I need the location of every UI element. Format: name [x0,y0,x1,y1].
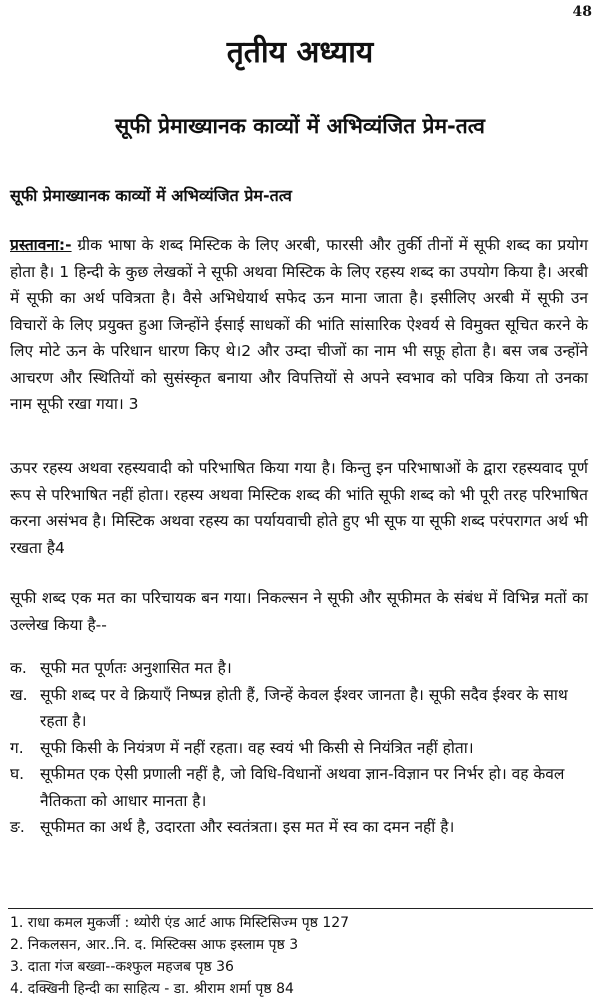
list-marker: ख. [10,685,28,704]
main-heading: सूफी प्रेमाख्यानक काव्यों में अभिव्यंजित प्रेम-तत्व [115,114,485,138]
introduction-text: ग्रीक भाषा के शब्द मिस्टिक के लिए अरबी, फारसी और तुर्की तीनों में सूफी शब्द का प्रयोग होता है। 1 हिन्दी के कुछ लेखकों ने सूफी अथवा मिस्टिक के लिए रहस्य शब्द का उपयोग किया है। अरबी में सूफी का अर्थ पवित्रता है। वैसे अभिधेयार्थ सफेद ऊन माना जाता है। इसीलिए अरबी में सूफी उन विचारों के लिए प्रयुक्त हुआ जिन्होंने ईसाई साधकों की भांति सांसारिक ऐश्वर्य से विमुक्त सूचित करने के लिए मोटे ऊन के परिधान धारण किए थे।2 और उम्दा चीजों का नाम भी सफ़ू होता है। बस जब उन्होंने आचरण और स्थितियों को सुसंस्कृत बनाया और विपत्तियों से अपने स्वभाव को पवित्र किया तो उनका नाम सूफी रखा गया। 3 [10,236,588,413]
list-marker: ग. [10,738,24,757]
paragraph-nicholson: सूफी शब्द एक मत का परिचायक बन गया। निकल्सन ने सूफी और सूफीमत के संबंध में विभिन्न मतों का उल्लेख किया है-- [10,589,588,634]
page-number: 48 [572,4,592,20]
footnote: 1. राधा कमल मुकर्जी : थ्योरी एंड आर्ट आफ मिस्टिसिज्म पृष्ठ 127 [10,915,350,931]
paragraph-definition: ऊपर रहस्य अथवा रहस्यवादी को परिभाषित किया गया है। किन्तु इन परिभाषाओं के द्वारा रहस्यवाद पूर्ण रूप से परिभाषित नहीं होता। रहस्य अथवा मिस्टिक शब्द की भांति सूफी शब्द को भी पूरी तरह परिभाषित करना असंभव है। मिस्टिक अथवा रहस्य का पर्यायवाची होते हुए भी सूफ या सूफी शब्द परंपरागत अर्थ भी रखता है4 [10,459,588,557]
list-item-text: सूफी शब्द पर वे क्रियाएँ निष्पन्न होती हैं, जिन्हें केवल ईश्वर जानता है। सूफी सदैव ईश्वर के साथ रहता है। [40,685,568,730]
footnote: 4. दक्खिनी हिन्दी का साहित्य - डा. श्रीराम शर्मा पृष्ठ 84 [10,981,294,997]
list-item-text: सूफी किसी के नियंत्रण में नहीं रहता। वह स्वयं भी किसी से नियंत्रित नहीं होता। [40,738,474,757]
list-item [10,655,588,682]
list-item-text: सूफी मत पूर्णतः अनुशासित मत है। [40,659,232,677]
chapter-title: तृतीय अध्याय [226,35,374,70]
paragraph-introduction [10,232,588,418]
list-item-text: सूफीमत एक ऐसी प्रणाली नहीं है, जो विधि-विधानों अथवा ज्ञान-विज्ञान पर निर्भर हो। वह केवल नैतिकता को आधार मानता है। [40,765,565,810]
list-marker: ङ. [10,818,25,836]
list-marker: क. [10,659,27,677]
list-item [10,761,588,814]
list-item-text: सूफीमत का अर्थ है, उदारता और स्वतंत्रता। इस मत में स्व का दमन नहीं है। [40,818,455,836]
sub-heading: सूफी प्रेमाख्यानक काव्यों में अभिव्यंजित प्रेम-तत्व [10,186,292,205]
list-item [10,814,588,841]
list-item [10,735,588,762]
footnotes [10,912,590,1000]
footnote: 2. निकलसन, आर..नि. द. मिस्टिक्स आफ इस्लाम पृष्ठ 3 [10,937,299,953]
opinion-list [10,655,588,841]
introduction-label: प्रस्तावना:- [10,236,72,254]
list-marker: घ. [10,765,25,783]
footnote-divider [8,908,593,909]
footnote: 3. दाता गंज बख्वा--कश्फुल महजब पृष्ठ 36 [10,959,234,975]
list-item [10,682,588,735]
